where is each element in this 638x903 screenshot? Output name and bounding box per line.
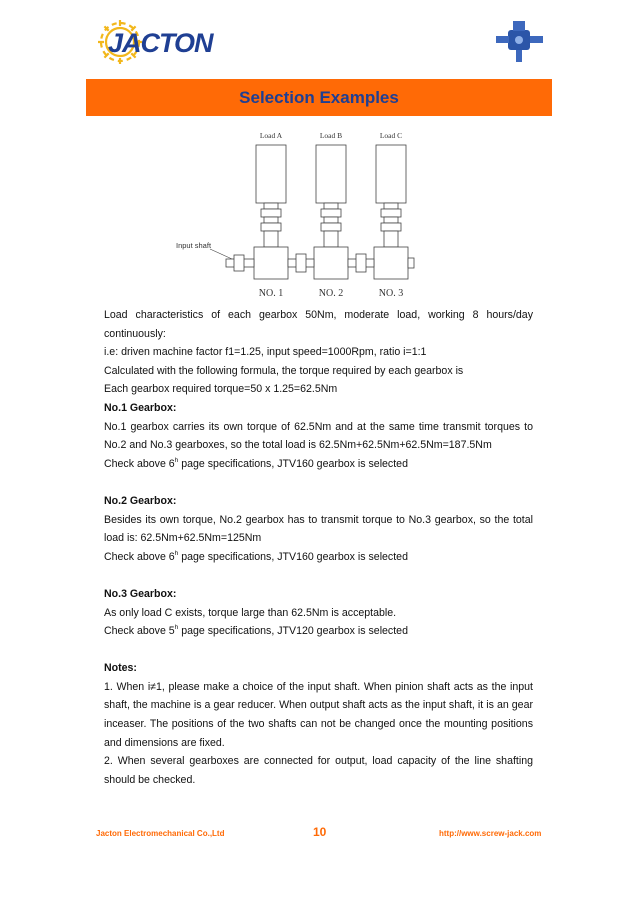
gearbox1-heading: No.1 Gearbox:	[104, 401, 177, 414]
note-1: 1. When i≠1, please make a choice of the input shaft. When pinion shaft acts as the input shaft, the machine is a gear reducer. When output shaft acts as the input shaft, it is an gear inceaser. The positions of the two shafts can not be changed once the mounting positions and dimensions are fixed.	[104, 680, 533, 749]
footer-company: Jacton Electromechanical Co.,Ltd	[96, 829, 225, 838]
gearbox-no1	[254, 247, 288, 279]
gearbox-no3-label: NO. 3	[378, 288, 404, 299]
intro-line: i.e: driven machine factor f1=1.25, input speed=1000Rpm, ratio i=1:1	[104, 346, 427, 359]
gearbox1-text: No.1 gearbox carries its own torque of 62.5Nm and at the same time transmit torques to No.2 and No.3 gearboxes, so the total load is 62.5Nm+62.5Nm+62.5Nm=187.5Nm	[104, 420, 533, 452]
document-body	[104, 306, 533, 789]
gearbox1-check: Check above 6$^h$ page specifications, JTV160 gearbox is selected	[104, 456, 408, 470]
load-a-label: Load A	[259, 131, 283, 140]
company-logo	[92, 14, 212, 70]
load-b-block	[316, 145, 346, 203]
input-shaft-label: Input shaft	[176, 241, 212, 250]
intro-line: Each gearbox required torque=50 x 1.25=62.5Nm	[104, 383, 338, 396]
gearbox-no2	[314, 247, 348, 279]
page-number: 10	[313, 825, 327, 839]
logo-wordmark: JACTON	[108, 28, 213, 58]
title-banner	[86, 79, 552, 116]
gearbox3-text: As only load C exists, torque large than 62.5Nm is acceptable.	[104, 606, 397, 619]
gearbox3-heading: No.3 Gearbox:	[104, 587, 177, 600]
load-a-block	[256, 145, 286, 203]
load-c-block	[376, 145, 406, 203]
gearbox2-text: Besides its own torque, No.2 gearbox has to transmit torque to No.3 gearbox, so the total load is: 62.5Nm+62.5Nm=125Nm	[104, 513, 533, 545]
gearbox-no3	[374, 247, 408, 279]
gearbox-product-icon	[494, 18, 546, 64]
footer-website-link[interactable]: http://www.screw-jack.com	[439, 829, 542, 838]
note-2: 2. When several gearboxes are connected for output, load capacity of the line shafting should be checked.	[104, 755, 533, 786]
gearbox-arrangement-diagram	[170, 127, 430, 302]
gearbox-no1-label: NO. 1	[258, 288, 284, 299]
gearbox3-check: Check above 5$^h$ page specifications, JTV120 gearbox is selected	[104, 624, 408, 638]
gearbox-no2-label: NO. 2	[318, 288, 344, 299]
gearbox2-check: Check above 6$^h$ page specifications, JTV160 gearbox is selected	[104, 549, 408, 563]
intro-line: Load characteristics of each gearbox 50Nm, moderate load, working 8 hours/day continuously:	[104, 309, 533, 340]
page-title: Selection Examples	[239, 87, 399, 107]
load-c-label: Load C	[379, 131, 403, 140]
gearbox2-heading: No.2 Gearbox:	[104, 494, 177, 507]
notes-heading: Notes:	[104, 662, 137, 675]
intro-line: Calculated with the following formula, the torque required by each gearbox is	[104, 364, 464, 377]
load-b-label: Load B	[319, 131, 343, 140]
